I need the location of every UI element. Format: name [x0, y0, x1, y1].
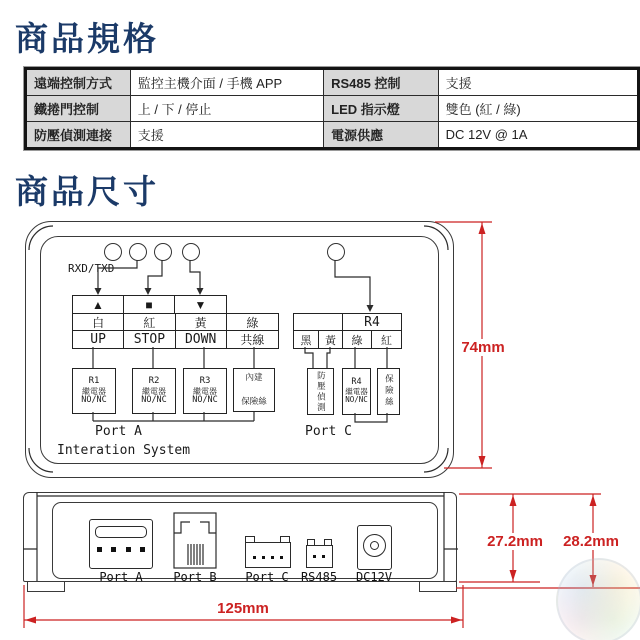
r4-cell: R4 [364, 315, 380, 330]
fuse-label: 保險絲 [384, 374, 395, 409]
spec-table [24, 67, 640, 150]
fuse-box [377, 368, 400, 415]
port-c-r4-row [293, 313, 402, 331]
relay-id: R4 [351, 376, 362, 387]
dimensions-section-title: 商品尺寸 [15, 173, 159, 210]
pin [126, 547, 131, 552]
pin [271, 556, 274, 559]
port-c-connector [245, 542, 291, 568]
relay-box-r1 [72, 368, 116, 414]
spec-value: 監控主機介面 / 手機 APP [130, 69, 323, 96]
height-dimension-label: 74mm [459, 339, 507, 356]
wire-color-cell: 綠 [227, 314, 278, 331]
pin [253, 556, 256, 559]
port-c-label: Port C [305, 424, 352, 439]
spec-label: 電源供應 [324, 122, 438, 149]
function-cell: 共線 [240, 333, 265, 347]
system-label: Interation System [57, 443, 191, 458]
relay-id: R2 [148, 376, 160, 387]
width-dimension-label: 125mm [217, 600, 269, 617]
device-foot-left [27, 581, 65, 592]
spec-label: LED 指示燈 [324, 96, 438, 122]
wire-color-cell: 白 [73, 314, 124, 331]
function-cell: UP [73, 331, 124, 348]
relay-id: R3 [199, 376, 211, 387]
pressure-detect-box [307, 368, 334, 415]
port-a-label: Port A [95, 424, 142, 439]
pressure-detect-label: 防壓偵測 [316, 370, 327, 413]
wire-color-cell: 黃 [319, 331, 343, 348]
down-symbol: ▼ [194, 298, 207, 312]
led-indicator [104, 243, 122, 261]
pin [280, 556, 283, 559]
wire-color-cell: 黃 [176, 314, 227, 331]
device-foot-right [419, 581, 457, 592]
led-indicator [154, 243, 172, 261]
wire-color-cell: 紅 [124, 314, 175, 331]
function-cell: STOP [124, 331, 175, 348]
spec-value: 上 / 下 / 停止 [130, 96, 323, 122]
port-c-wire-table [293, 330, 402, 349]
led-indicator [129, 243, 147, 261]
relay-type: 繼電器 [345, 386, 368, 396]
spec-label: RS485 控制 [324, 69, 438, 96]
spec-value: 支援 [438, 69, 638, 96]
fuse-line2: 保險絲 [241, 396, 267, 407]
dc12v-barrel-inner [370, 541, 379, 550]
inner-height-dimension-label: 27.2mm [487, 533, 543, 550]
port-c-front-label: Port C [245, 570, 289, 584]
relay-box-r2 [132, 368, 176, 414]
connector-tab [280, 536, 290, 543]
relay-contacts: NO/NC [141, 394, 167, 405]
relay-contacts: NO/NC [345, 395, 368, 405]
pin [111, 547, 116, 552]
connector-tab [324, 539, 332, 546]
led-indicator [327, 243, 345, 261]
pin [322, 555, 325, 558]
port-a-front-label: Port A [99, 570, 143, 584]
relay-type: 繼電器 [82, 386, 106, 396]
wire-color-cell: 紅 [381, 334, 392, 347]
port-a-latch [95, 526, 147, 538]
spec-value: DC 12V @ 1A [438, 122, 638, 149]
spec-value: 支援 [130, 122, 323, 149]
outer-height-dimension-label: 28.2mm [563, 533, 619, 550]
table-row [26, 69, 639, 96]
fuse-line1: 內建 [245, 372, 263, 382]
pin [97, 547, 102, 552]
led-indicator [182, 243, 200, 261]
spec-label: 鐵捲門控制 [26, 96, 131, 122]
builtin-fuse-box [233, 368, 275, 412]
port-b-front-label: Port B [173, 570, 217, 584]
relay-contacts: NO/NC [192, 394, 218, 405]
pin [262, 556, 265, 559]
spec-value: 雙色 (紅 / 綠) [438, 96, 638, 122]
rs485-front-label: RS485 [300, 570, 338, 584]
dc12v-front-label: DC12V [355, 570, 393, 584]
empty-cell [294, 314, 343, 331]
relay-box-r3 [183, 368, 227, 414]
wire-color-cell: 黑 [294, 331, 319, 348]
up-symbol: ▲ [73, 296, 124, 314]
relay-type: 繼電器 [142, 386, 166, 396]
specs-section-title: 商品規格 [15, 20, 159, 57]
connector-tab [307, 539, 315, 546]
pin [313, 555, 316, 558]
relay-id: R1 [88, 376, 100, 387]
spec-label: 遠端控制方式 [26, 69, 131, 96]
wire-color-cell: 綠 [343, 331, 372, 348]
relay-contacts: NO/NC [81, 394, 107, 405]
stop-symbol: ■ [124, 296, 175, 314]
watermark-logo [556, 558, 640, 640]
spec-label: 防壓偵測連接 [26, 122, 131, 149]
port-a-symbol-row [72, 295, 227, 314]
pin [140, 547, 145, 552]
rs485-connector [306, 545, 333, 568]
table-row [26, 122, 639, 149]
table-row [26, 96, 639, 122]
relay-box-r4 [342, 368, 371, 415]
rxd-txd-label: RXD/TXD [68, 262, 115, 275]
port-a-wire-table [72, 313, 279, 349]
function-cell: DOWN [176, 331, 227, 348]
connector-tab [245, 536, 255, 543]
relay-type: 繼電器 [193, 386, 217, 396]
